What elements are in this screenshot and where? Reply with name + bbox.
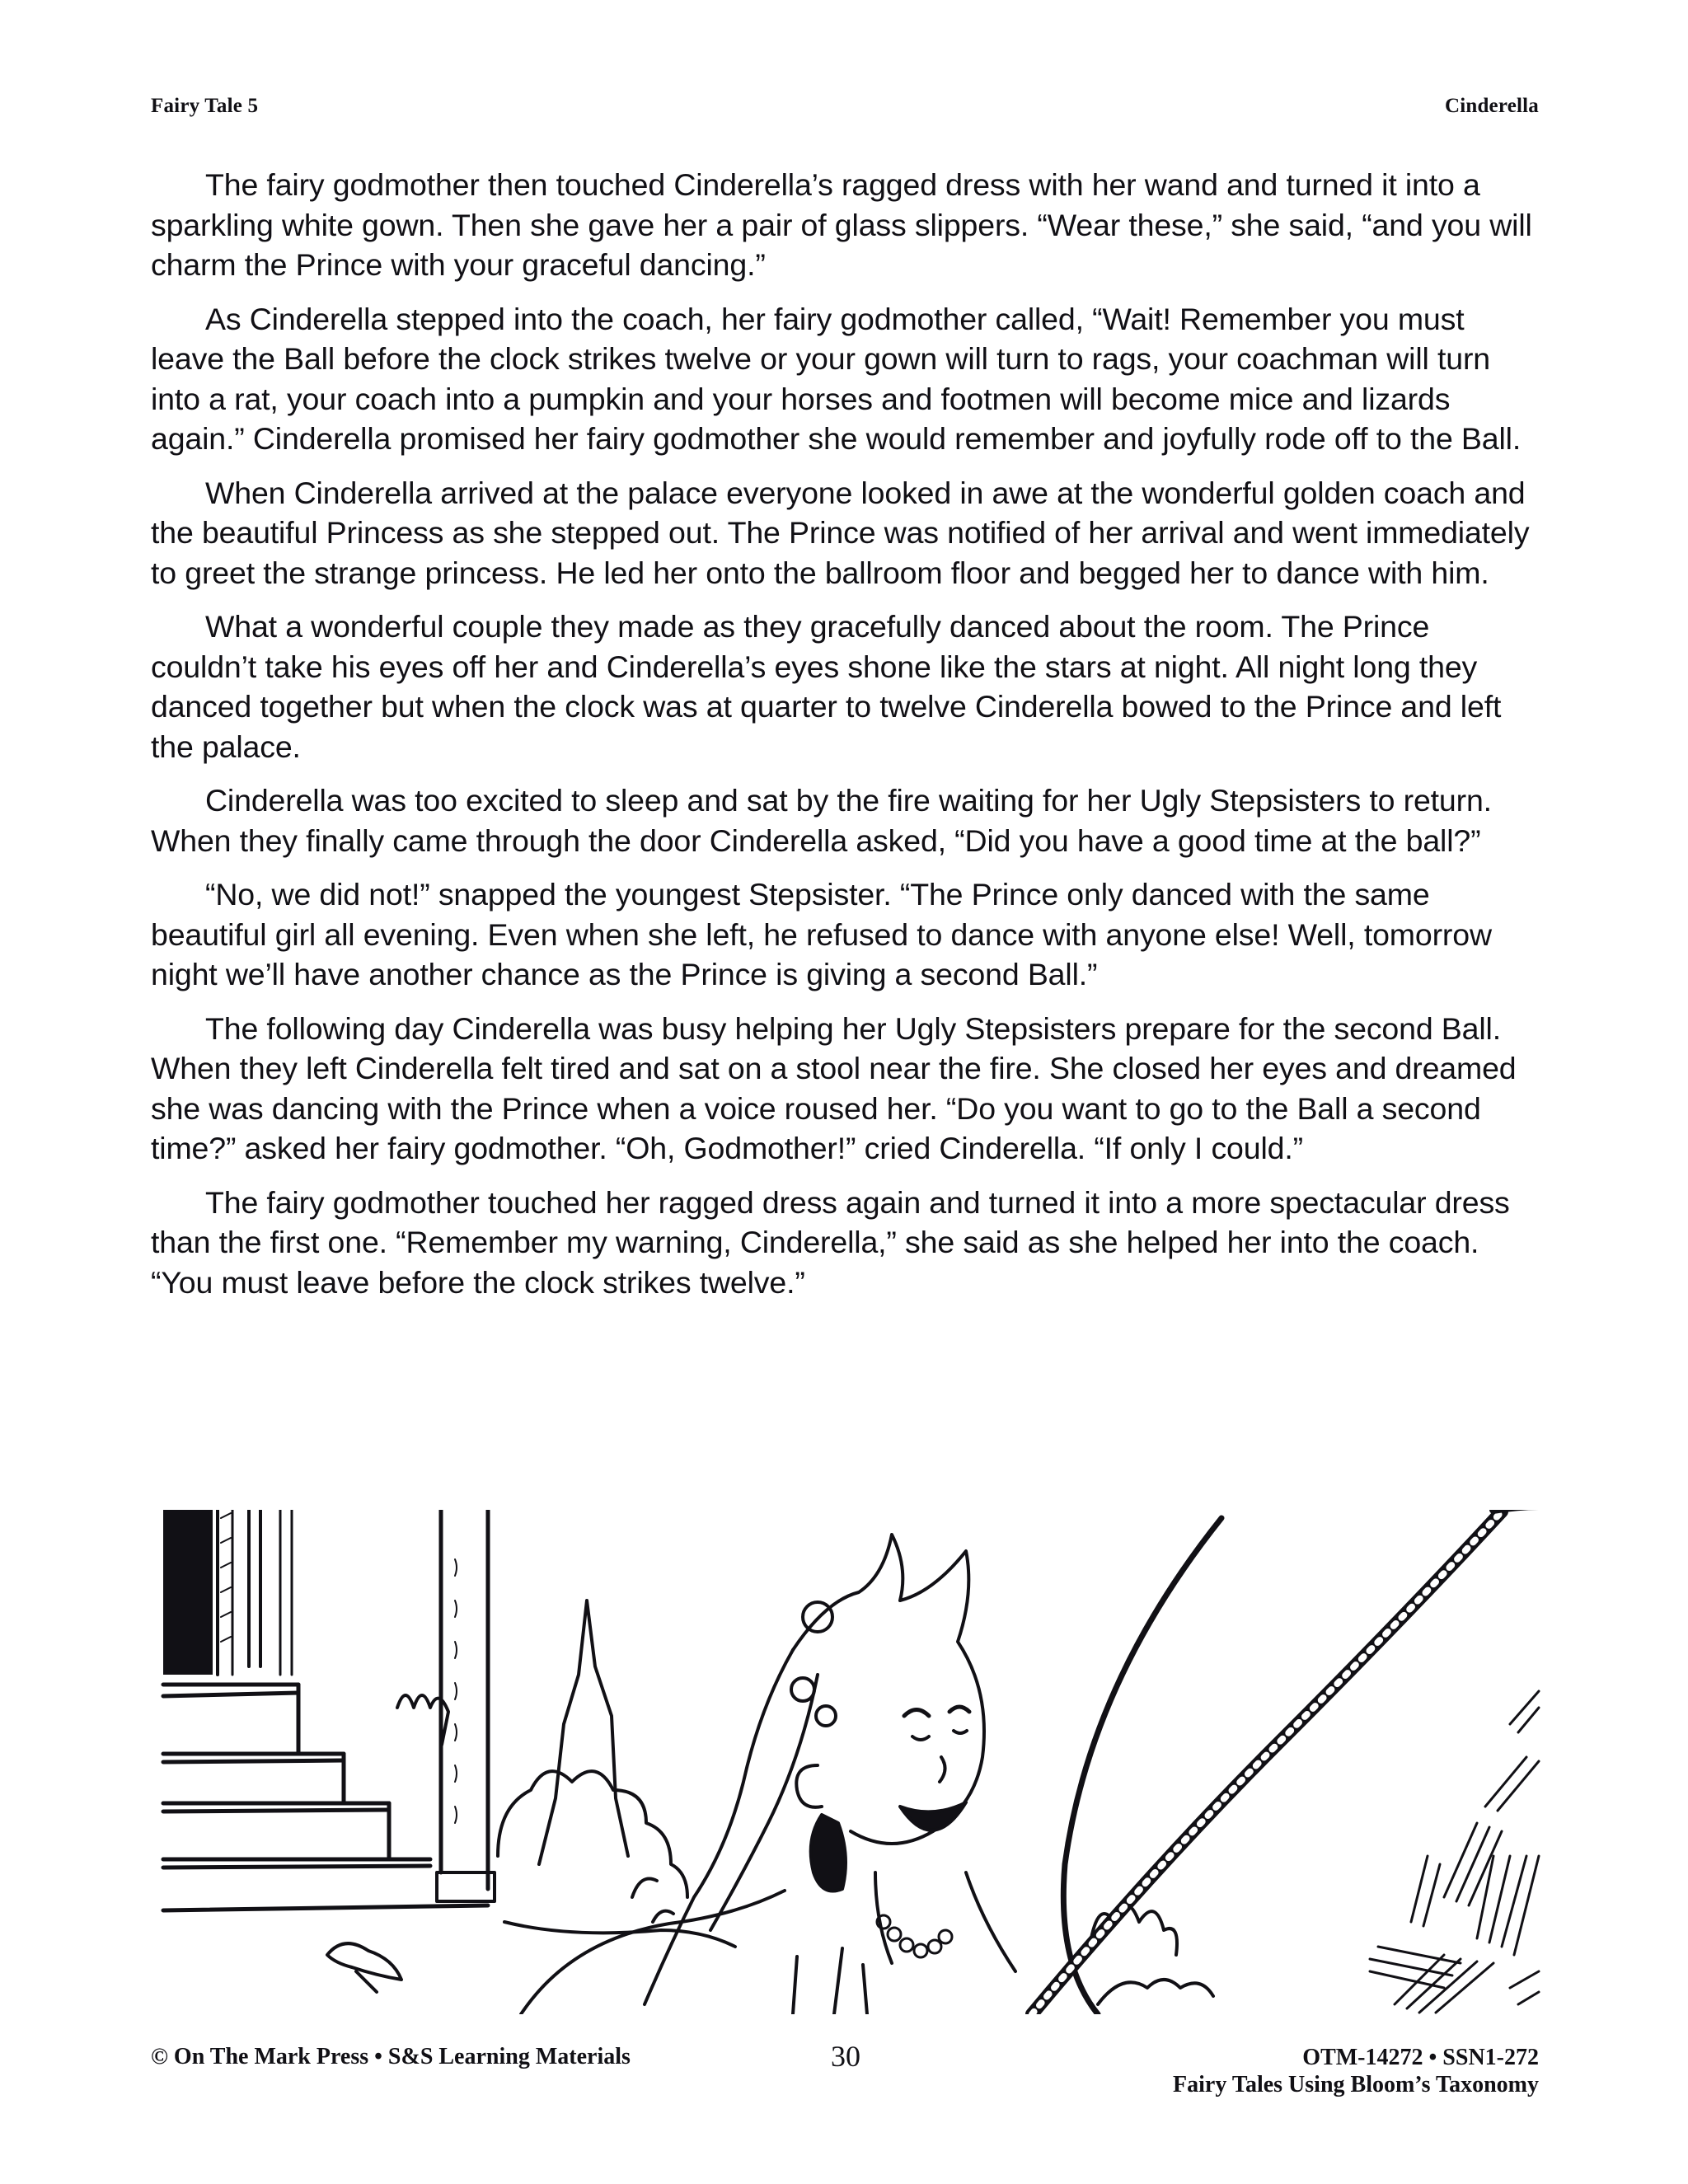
coach-cushion-hatching — [1370, 1691, 1539, 2013]
header-title: Cinderella — [1444, 95, 1539, 117]
header-chapter: Fairy Tale 5 — [151, 95, 259, 117]
footer-catalog — [1173, 2044, 1539, 2098]
coach-frame — [1032, 1510, 1539, 2014]
footer-publisher: © On The Mark Press • S&S Learning Materials — [151, 2044, 631, 2069]
paragraph: The fairy godmother touched her ragged dress again and turned it into a more spectacular dress than the first one. “Remember my warning, Cinderella,” she said as she helped her into the coach. “You must leave before the clock strikes twelve.” — [151, 1184, 1510, 1300]
paragraph: “No, we did not!” snapped the youngest Stepsister. “The Prince only danced with the same beautiful girl all evening. Even when she left, he refused to dance with anyone else! Well, tomorrow night we’ll have another chance as the Prince is giving a second Ball.” — [151, 877, 1492, 991]
paragraph: The fairy godmother then touched Cinderella’s ragged dress with her wand and turned it into a sparkling white gown. Then she gave her a pair of glass slippers. “Wear these,” she said, “and you will charm the Prince with your graceful dancing.” — [151, 167, 1532, 282]
glass-slipper — [327, 1943, 401, 1992]
footer-book-title: Fairy Tales Using Bloom’s Taxonomy — [1173, 2072, 1539, 2097]
paragraph: As Cinderella stepped into the coach, her fairy godmother called, “Wait! Remember you must leave the Ball before the clock strikes twelve or your gown will turn to rags, your coachman will turn into a rat, your coach into a pumpkin and your horses and footmen will become mice and lizards again.” Cinderella promised her fairy godmother she would remember and joyfully rode off to the Ball. — [151, 301, 1522, 456]
story-text — [151, 165, 1542, 1316]
paragraph: When Cinderella arrived at the palace everyone looked in awe at the wonderful golden coach and the beautiful Princess as she stepped out. The Prince was notified of her arrival and went immediately to greet the strange princess. He led her onto the ballroom floor and begged her to dance with him. — [151, 475, 1530, 590]
paragraph: The following day Cinderella was busy helping her Ugly Stepsisters prepare for the second Ball. When they left Cinderella felt tired and sat on a stool near the fire. She closed her eyes and dreamed she was dancing with the Prince when a voice roused her. “Do you want to go to the Ball a second time?” asked her fairy godmother. “Oh, Godmother!” cried Cinderella. “If only I could.” — [151, 1010, 1517, 1165]
running-header — [151, 95, 1539, 118]
cinderella-figure — [521, 1535, 1015, 2014]
footer-catalog-code: OTM-14272 • SSN1-272 — [1302, 2045, 1539, 2070]
paragraph: What a wonderful couple they made as they gracefully danced about the room. The Prince couldn’t take his eyes off her and Cinderella’s eyes shone like the stars at night. All night long they danced together but when the clock was at quarter to twelve Cinderella bowed to the Prince and left the palace. — [151, 609, 1502, 764]
story-illustration — [158, 1510, 1543, 2014]
palace-doorway — [163, 1510, 292, 1675]
paragraph: Cinderella was too excited to sleep and sat by the fire waiting for her Ugly Stepsisters to return. When they finally came through the door Cinderella asked, “Did you have a good time at the ball?” — [151, 783, 1492, 858]
page-number: 30 — [831, 2040, 860, 2073]
